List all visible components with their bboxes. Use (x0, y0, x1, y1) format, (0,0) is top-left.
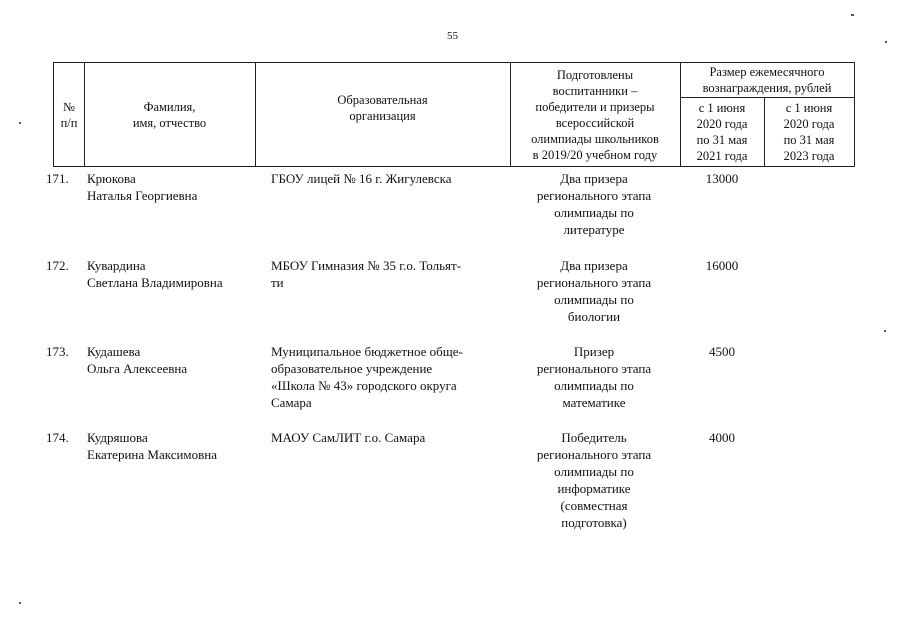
scan-speck (19, 122, 21, 124)
row-name: Кувардина Светлана Владимировна (87, 258, 223, 290)
row-number: 171. (46, 171, 69, 186)
row-amount-period-1: 4000 (709, 430, 735, 445)
page-number: 55 (447, 30, 458, 42)
row-name: Кудряшова Екатерина Максимовна (87, 430, 218, 462)
header-num: № п/п (60, 99, 78, 130)
header-achievement: Подготовлены воспитанники – победители и призеры всероссийской олимпиады школьников в 2019/20 учебном году (531, 67, 659, 162)
row-achievement: Победитель регионального этапа олимпиады по информатике (совместная подготовка) (536, 430, 652, 530)
row-number: 172. (46, 258, 69, 273)
header-name: Фамилия, имя, отчество (132, 99, 207, 130)
scan-speck (851, 14, 854, 16)
row-organization: МАОУ СамЛИТ г.о. Самара (271, 430, 426, 445)
row-organization: Муниципальное бюджетное обще- образовательное учреждение «Школа № 43» городского округа Самара (271, 344, 463, 410)
header-period-1: с 1 июня 2020 года по 31 мая 2021 года (696, 101, 748, 163)
header-period-2: с 1 июня 2020 года по 31 мая 2023 года (783, 101, 835, 163)
row-amount-period-1: 16000 (705, 258, 739, 273)
row-achievement: Призер регионального этапа олимпиады по математике (536, 344, 652, 410)
row-number: 173. (46, 344, 69, 359)
row-name: Кудашева Ольга Алексеевна (87, 344, 188, 376)
table-header (53, 62, 855, 167)
scan-speck (885, 41, 887, 43)
row-number: 174. (46, 430, 69, 445)
scan-speck (884, 330, 886, 332)
header-reward: Размер ежемесячного вознаграждения, рублей (702, 65, 832, 95)
row-organization: ГБОУ лицей № 16 г. Жигулевска (271, 171, 452, 186)
scan-speck (19, 602, 21, 604)
header-organization: Образовательная организация (337, 93, 428, 123)
row-name: Крюкова Наталья Георгиевна (87, 171, 198, 203)
row-organization: МБОУ Гимназия № 35 г.о. Тольят- ти (271, 258, 462, 290)
row-achievement: Два призера регионального этапа олимпиады по литературе (536, 171, 652, 237)
row-amount-period-1: 13000 (705, 171, 739, 186)
row-amount-period-1: 4500 (709, 344, 735, 359)
row-achievement: Два призера регионального этапа олимпиады по биологии (536, 258, 652, 324)
